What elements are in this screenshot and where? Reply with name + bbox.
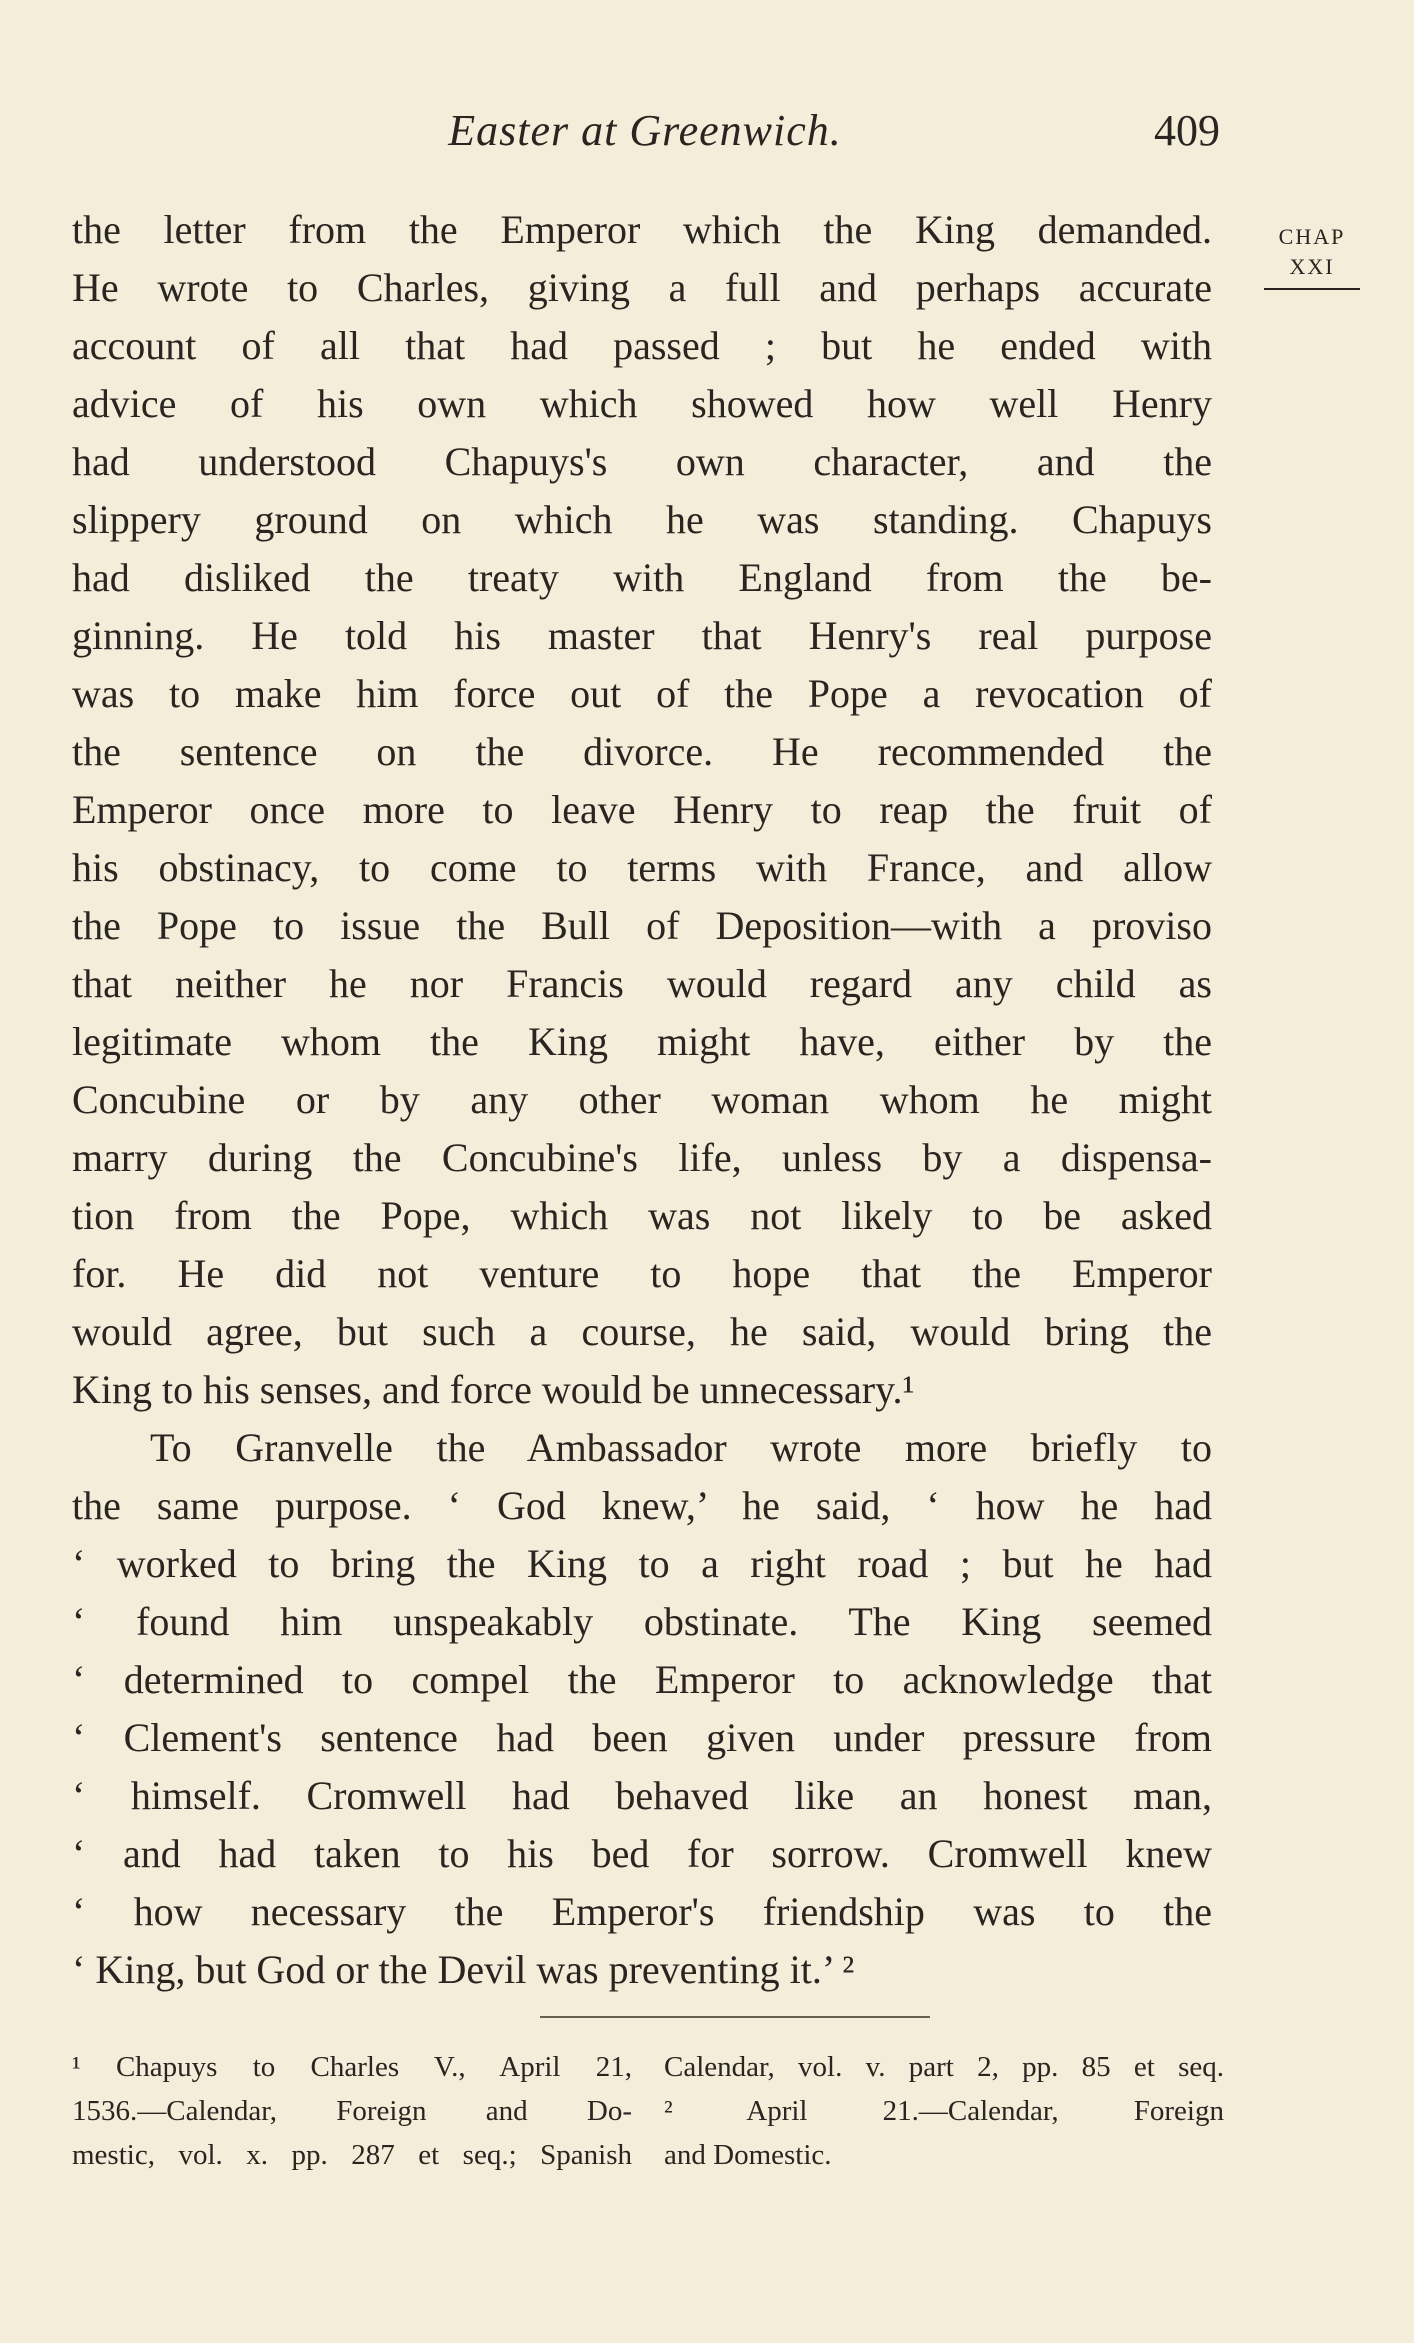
text-line: that neither he nor Francis would regard any child as [72, 961, 1212, 1006]
footnote-line: and Domestic. [664, 2139, 832, 2171]
footnote-column-right [664, 2045, 1224, 2177]
text-line: the same purpose. ‘ God knew,’ he said, ‘ how he had [72, 1483, 1212, 1528]
text-line: ginning. He told his master that Henry's real purpose [72, 613, 1212, 658]
text-line: ‘ and had taken to his bed for sorrow. Cromwell knew [72, 1831, 1212, 1876]
running-title: Easter at Greenwich. [448, 106, 842, 155]
text-line: was to make him force out of the Pope a revocation of [72, 671, 1212, 716]
text-line: the letter from the Emperor which the King demanded. [72, 207, 1212, 252]
text-line: for. He did not venture to hope that the Emperor [72, 1251, 1212, 1296]
text-line: He wrote to Charles, giving a full and perhaps accurate [72, 265, 1212, 310]
footnote-line: mestic, vol. x. pp. 287 et seq.; Spanish [72, 2139, 632, 2171]
text-line: ‘ Clement's sentence had been given under pressure from [72, 1715, 1212, 1760]
text-line: the sentence on the divorce. He recommended the [72, 729, 1212, 774]
text-line: King to his senses, and force would be unnecessary.¹ [72, 1367, 915, 1412]
footnote-line: ¹ Chapuys to Charles V., April 21, [72, 2051, 632, 2083]
text-line: his obstinacy, to come to terms with France, and allow [72, 845, 1212, 890]
text-line: ‘ determined to compel the Emperor to acknowledge that [72, 1657, 1212, 1702]
text-line: account of all that had passed ; but he ended with [72, 323, 1212, 368]
text-line: ‘ found him unspeakably obstinate. The King seemed [72, 1599, 1212, 1644]
page-number: 409 [1154, 106, 1220, 155]
chapter-rule [1264, 288, 1360, 290]
chapter-margin-note [1262, 222, 1362, 290]
text-line: had understood Chapuys's own character, and the [72, 439, 1212, 484]
text-line: slippery ground on which he was standing. Chapuys [72, 497, 1212, 542]
footnote-line: 1536.—Calendar, Foreign and Do- [72, 2095, 632, 2127]
footnote-line: Calendar, vol. v. part 2, pp. 85 et seq. [664, 2051, 1224, 2083]
text-line: had disliked the treaty with England from the be- [72, 555, 1212, 600]
text-line: the Pope to issue the Bull of Deposition—with a proviso [72, 903, 1212, 948]
footnote-line: ² April 21.—Calendar, Foreign [664, 2095, 1224, 2127]
text-line: ‘ worked to bring the King to a right road ; but he had [72, 1541, 1212, 1586]
text-line: marry during the Concubine's life, unless by a dispensa- [72, 1135, 1212, 1180]
chapter-number: XXI [1289, 254, 1335, 279]
text-line: To Granvelle the Ambassador wrote more briefly to [150, 1425, 1212, 1470]
text-line: ‘ himself. Cromwell had behaved like an honest man, [72, 1773, 1212, 1818]
footnote-rule [540, 2016, 930, 2018]
text-line: legitimate whom the King might have, either by the [72, 1019, 1212, 1064]
text-line: ‘ King, but God or the Devil was preventing it.’ ² [72, 1947, 855, 1992]
text-line: tion from the Pope, which was not likely to be asked [72, 1193, 1212, 1238]
page-header [70, 105, 1220, 165]
body-text [72, 201, 1212, 1999]
text-line: Emperor once more to leave Henry to reap the fruit of [72, 787, 1212, 832]
text-line: Concubine or by any other woman whom he might [72, 1077, 1212, 1122]
footnote-column-left [72, 2045, 632, 2177]
text-line: would agree, but such a course, he said, would bring the [72, 1309, 1212, 1354]
chapter-label: CHAP [1278, 224, 1346, 249]
text-line: advice of his own which showed how well Henry [72, 381, 1212, 426]
text-line: ‘ how necessary the Emperor's friendship was to the [72, 1889, 1212, 1934]
